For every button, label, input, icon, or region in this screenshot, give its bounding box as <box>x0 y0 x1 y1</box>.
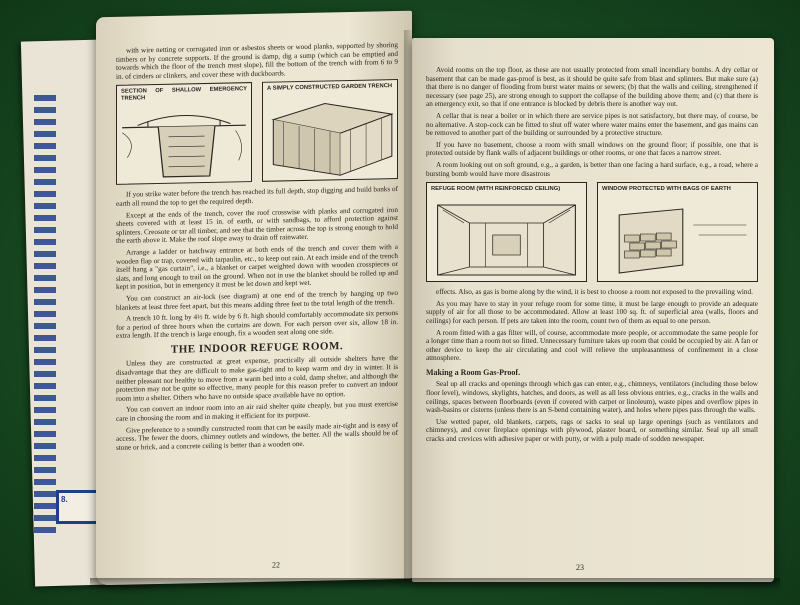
right-para-2: A cellar that is near a boiler or in which there are service pipes is not satisfactory, but there may, of course, be no alternative. A stop-cock can be fitted to shut off water where water mains enter the basement, and gas mains can be removed to another part of the building or surrounded by a protective structure. <box>426 111 758 138</box>
left-para-8: Give preference to a soundly constructed room that can be easily made air-tight and is easy of access. The fewer the doors, chimney outlets and windows, the better. All the walls should be of stone or brick, and a concrete ceiling is better than a wooden one. <box>116 420 398 452</box>
right-page <box>412 38 774 582</box>
figure-caption: SECTION OF SHALLOW EMERGENCY TRENCH <box>121 86 247 103</box>
page-number-right: 23 <box>576 563 584 572</box>
book-shadow <box>90 578 780 590</box>
emergency-trench-figure <box>116 82 252 185</box>
right-para-1: Avoid rooms on the top floor, as these are not usually protected from small incendiary bombs. A dry cellar or basement that can be made gas-proof is best, as it should be quite safe from blast and splinters. But make sure (a) that there is no danger of flooding from burst water mains or sewers; (b) that the walls and ceiling, strengthened if necessary (see page 25), are strong enough to support the collapse of the building above them; and (c) that there is an emergency exit, so that if one entrance is blocked by debris there is another way out. <box>426 66 758 109</box>
section-title: THE INDOOR REFUGE ROOM. <box>170 340 344 356</box>
right-para-9: Use wetted paper, old blankets, carpets, rags or sacks to seal up large openings (such as ventilators and chimneys), and cover fireplace openings with plywood, plaster board, or something similar. Seal up all small cracks and crevices with adhesive paper or with putty, or with a pulp made of sodden newspaper. <box>426 417 758 444</box>
right-figures <box>426 182 758 282</box>
back-book-label: 8. <box>56 490 112 524</box>
right-para-3: If you have no basement, choose a room with small windows on the ground floor; if possible, one that is protected outside by flank walls of adjacent buildings or other rooms, or one that faces a narrow street. <box>426 140 758 158</box>
refuge-room-figure <box>426 182 587 282</box>
left-para-3: Arrange a ladder or hatchway entrance at both ends of the trench and cover them with a wooden flap or trap, covered with tarpaulin, etc., to keep out rain. At each inside end of the trench itself hang a "gas curtain", i.e., a blanket or carpet weighted down with wooden crosspieces or slats, and long enough to trail on the ground. When not in use the blanket should be rolled up and kept in position, but in emergency it must be let down and kept wet. <box>116 242 398 292</box>
figure-caption: WINDOW PROTECTED WITH BAGS OF EARTH <box>602 186 753 193</box>
garden-trench-drawing <box>263 92 397 179</box>
left-para-6: Unless they are constructed at great expense, practically all outside shelters have the disadvantage that they are difficult to make gas-tight and to keep warm and dry in winter. It is neither pleasant nor healthy to move from a warm bed into a cold, damp shelter, and although the protection may not be quite so effective, many people for this reason prefer to convert an indoor room into a shelter. Others who have no outside space available have no option. <box>116 354 398 403</box>
figure-caption: A SIMPLY CONSTRUCTED GARDEN TRENCH <box>267 83 393 93</box>
window-protected-figure <box>597 182 758 282</box>
right-para-7: A room fitted with a gas filter will, of course, accommodate more people, or accommodate the same people for a longer time than a room not so fitted. Unnecessary furniture takes up room that could be occupied by air. A fan or other device to keep the air circulating and cool will relieve the unpleasantness of confinement in a close atmosphere. <box>426 328 758 363</box>
right-para-8: Seal up all cracks and openings through which gas can enter, e.g., chimneys, ventilators (including those below floor level), windows, skylights, hatches, and doors, as well as all less obvious entries, e.g., cracks in the walls and ceilings, spaces between floorboards (even if covered with carpet or linoleum), waste pipes and overflow pipes in wash-basins or cisterns (unless there is an S-bend containing water), and holes where pipes pass through the walls. <box>426 380 758 415</box>
book-gutter <box>404 30 420 582</box>
left-intro: with wire netting or corrugated iron or asbestos sheets or wood planks, supported by shoring timbers or by concrete supports. If the ground is damp, dig a sump (which can be emptied and towards which the floor of the trench must slope), fill the bottom of the trench with from 6 to 9 in. of cinders or clinkers, and cover these with duckboards. <box>116 40 398 81</box>
refuge-room-drawing <box>427 195 586 279</box>
figure-caption: REFUGE ROOM (WITH REINFORCED CEILING) <box>431 186 582 193</box>
left-para-4: You can construct an air-lock (see diagram) at one end of the trench by hanging up two blankets at least three feet apart, but this means adding three feet to the total length of the trench. <box>116 288 398 312</box>
left-para-7: You can convert an indoor room into an air raid shelter quite cheaply, but you must exercise care in choosing the room and in making it efficient for its purpose. <box>116 400 398 423</box>
trench-section-drawing <box>117 95 251 182</box>
right-para-4: A room looking out on soft ground, e.g., a garden, is better than one facing a hard surface, e.g., a road, where a bursting bomb would have more disastrous <box>426 160 758 178</box>
page-number-left: 22 <box>272 560 280 570</box>
blue-edge-stripe <box>34 95 56 535</box>
left-figures <box>116 79 398 185</box>
garden-trench-figure <box>262 79 398 182</box>
left-para-2: Except at the ends of the trench, cover the roof crosswise with planks and corrugated iron sheets covered with at least 15 in. of earth, or with sandbags, to afford protection against splinters. Creosote or tar all timber, and see that the timber across the top is strong enough to hold the earth above it. Make the roof slope away to drain off rainwater. <box>116 205 398 246</box>
sandbag-window-drawing <box>598 195 757 279</box>
right-page-content <box>426 66 758 561</box>
right-para-5: effects. Also, as gas is borne along by the wind, it is best to choose a room not exposed to the prevailing wind. <box>436 288 753 297</box>
left-page-content <box>116 40 398 570</box>
sub-title: Making a Room Gas-Proof. <box>426 367 521 377</box>
right-para-6: As you may have to stay in your refuge room for some time, it must be large enough to provide an adequate supply of air for all those to be accommodated. Allow at least 100 sq. ft. of superficial area (walls, floors and ceilings) for each person. If pets are taken into the room, count two of them as equal to one person. <box>426 299 758 325</box>
left-para-5: A trench 10 ft. long by 4½ ft. wide by 6 ft. high should comfortably accommodate six persons for a period of three hours when the curtains are down. For each person over six, allow 18 in. extra length. If the trench is large enough, fix a wooden seat along one side. <box>116 309 398 341</box>
left-page <box>96 11 412 586</box>
left-para-1: If you strike water before the trench has reached its full depth, stop digging and build banks of earth all round the top to get the required depth. <box>116 185 398 208</box>
